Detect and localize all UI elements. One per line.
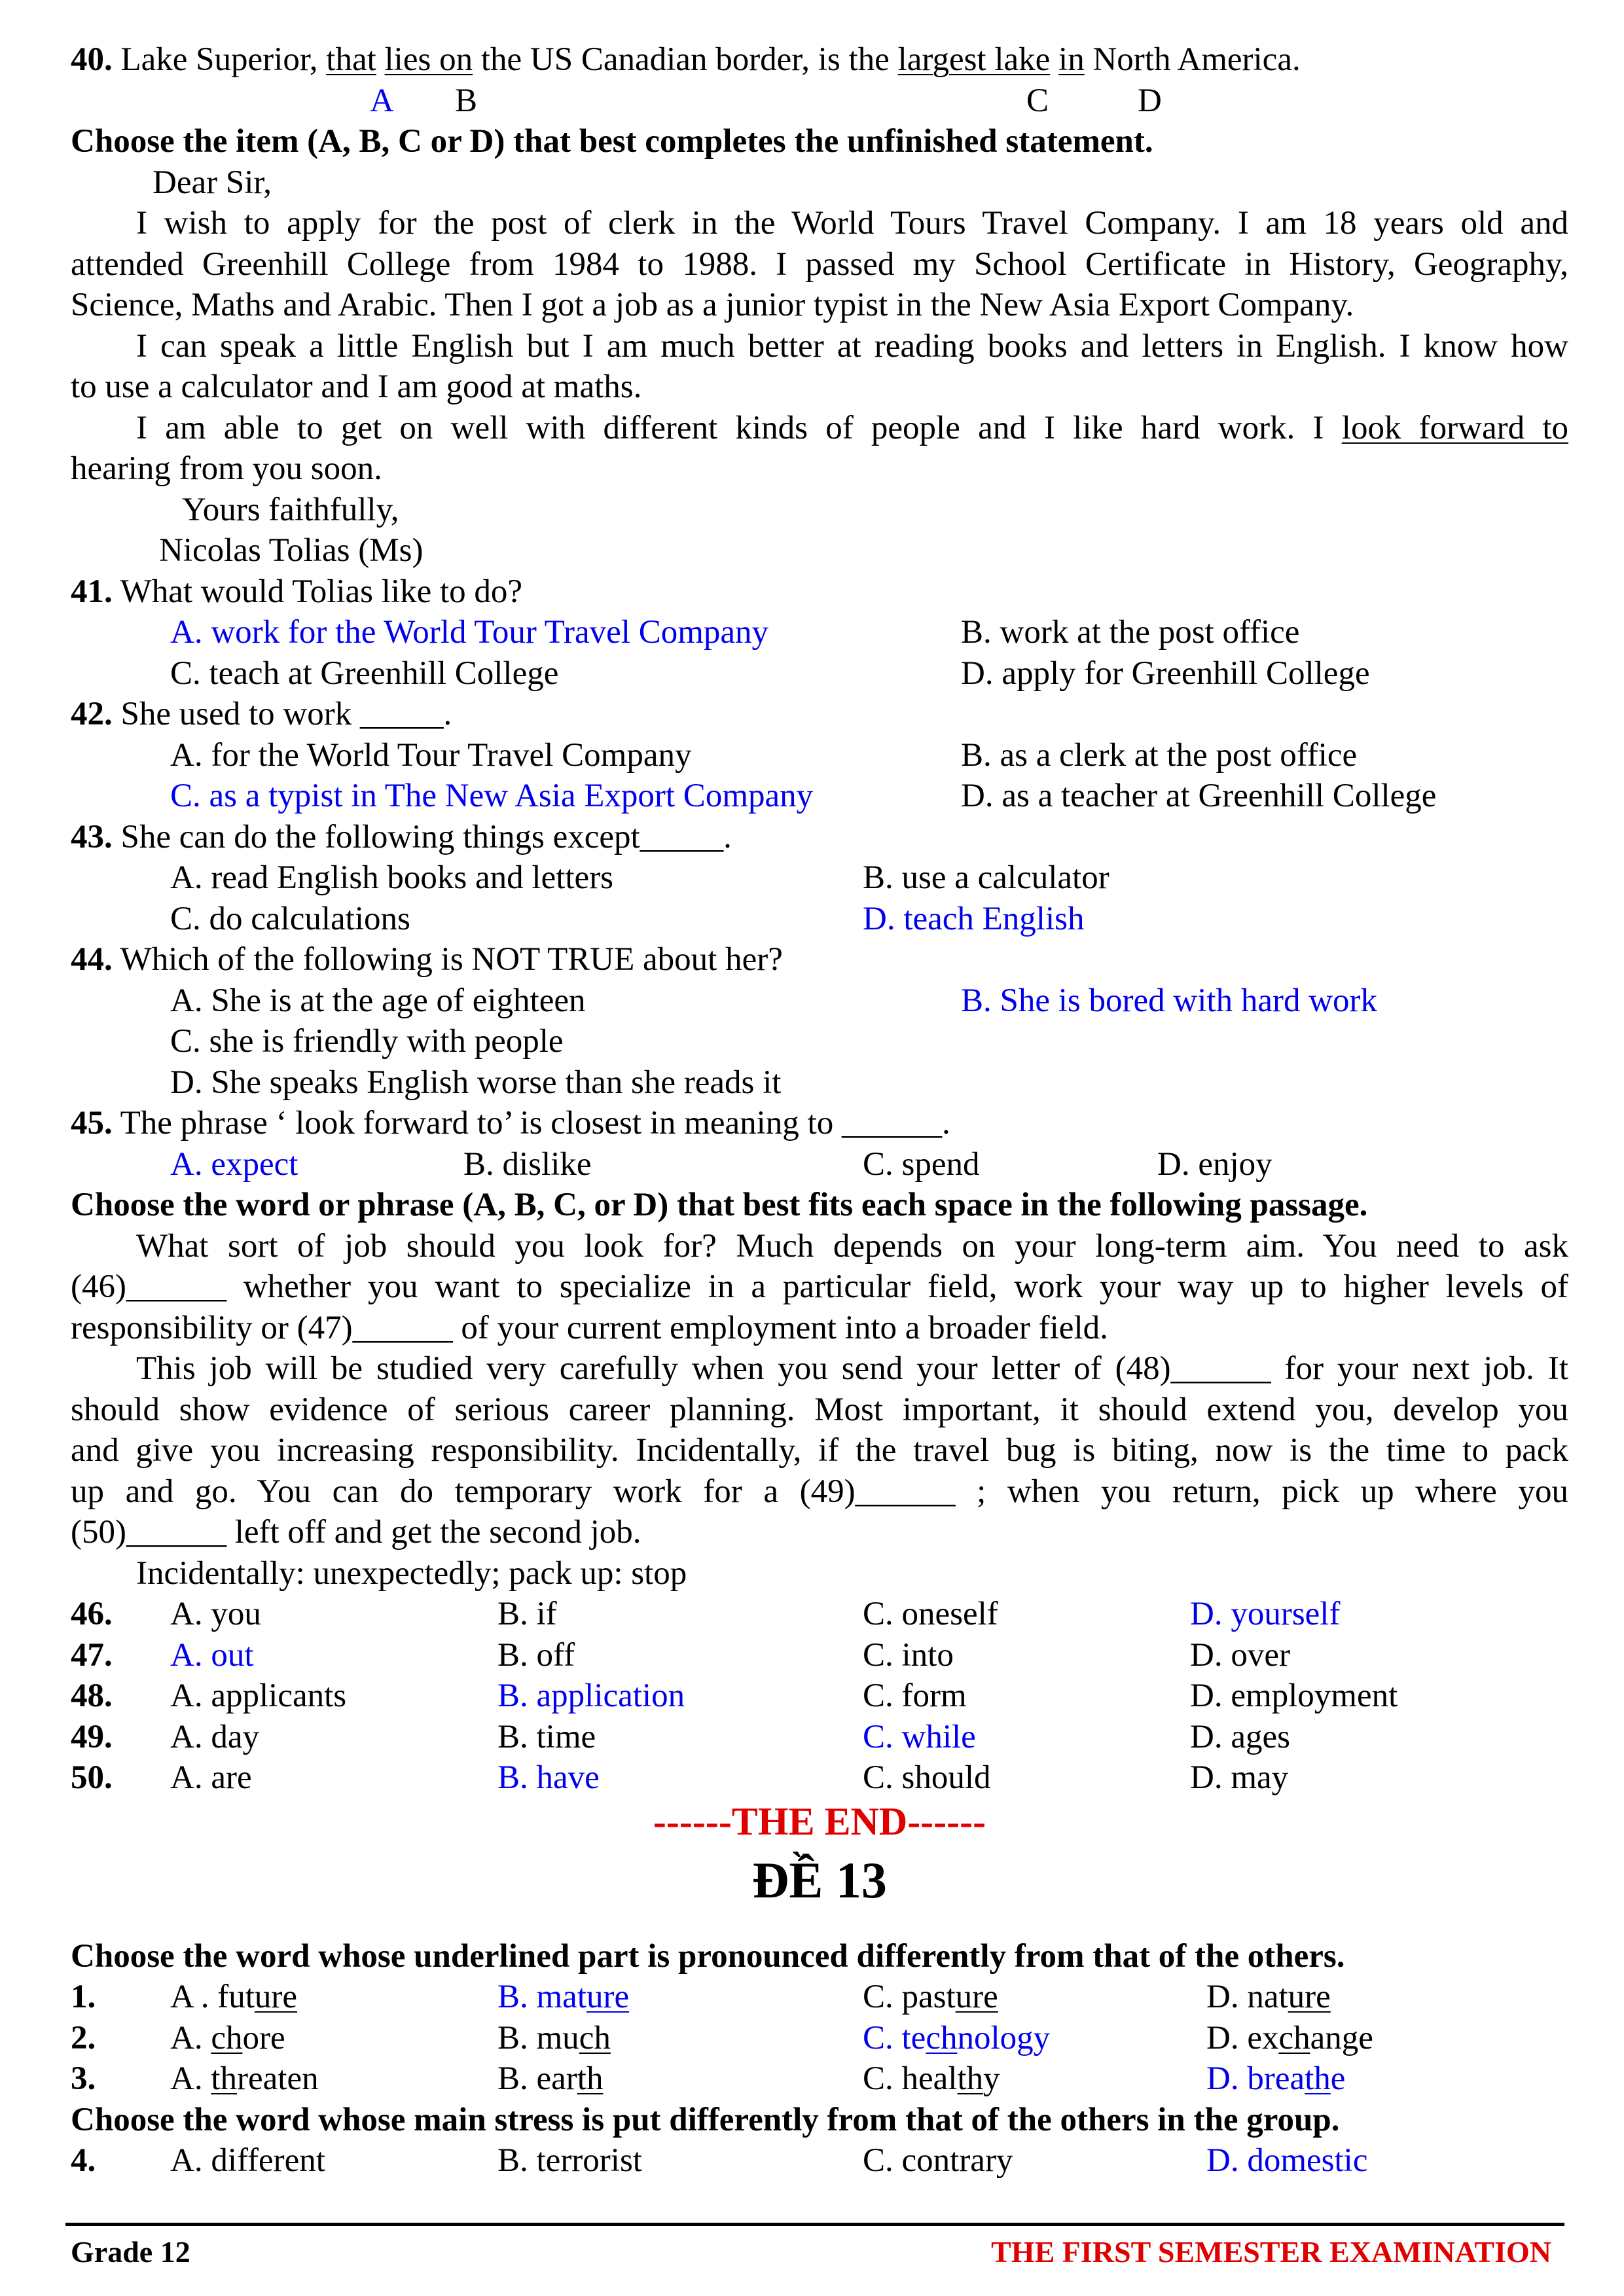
the-end-marker: ------THE END------ — [653, 1799, 986, 1843]
option-a — [170, 1977, 297, 2018]
question-number: 44. — [71, 941, 113, 978]
question-43 — [71, 817, 1568, 858]
underlined-part: ure — [586, 1979, 630, 2015]
option-d-answer: D. teach English — [863, 900, 1085, 937]
option-text: y — [983, 2060, 1000, 2097]
question-number: 50. — [71, 1759, 113, 1796]
question-text: North America. — [1084, 41, 1301, 78]
underlined-part: ure — [254, 1979, 298, 2015]
option-c: C. into — [863, 1636, 954, 1674]
letter-closing: Yours faithfully, — [182, 491, 399, 528]
option-text: D. ex — [1206, 2019, 1279, 2056]
option-a: A. are — [170, 1759, 252, 1796]
underlined-option-c: largest lake — [897, 41, 1051, 78]
option-a-answer: A. expect — [170, 1145, 298, 1183]
option-c-answer — [863, 2018, 1050, 2059]
question-number: 40. — [71, 41, 113, 78]
letter-line: hearing from you soon. — [71, 450, 382, 487]
question-text — [376, 41, 385, 78]
section-instruction: Choose the word whose main stress is put differently from that of the others in the group. — [71, 2101, 1340, 2138]
letter-line — [71, 408, 1568, 449]
test-title: ĐỀ 13 — [752, 1851, 887, 1909]
question-text — [1050, 41, 1058, 78]
option-text: B. mu — [497, 2019, 579, 2056]
option-d-answer — [1206, 2058, 1345, 2100]
letter-line: I wish to apply for the post of clerk in the World Tours Travel Company. I am 18 years old and — [136, 205, 1568, 242]
option-d: D. She speaks English worse than she reads it — [170, 1064, 782, 1101]
question-4 — [71, 2140, 1568, 2181]
option-c: C. form — [863, 1677, 967, 1714]
letter-salutation: Dear Sir, — [153, 164, 272, 201]
options-row — [71, 653, 1568, 694]
letter-signature: Nicolas Tolias (Ms) — [159, 532, 424, 569]
underlined-part: ure — [1288, 1979, 1331, 2015]
option-c: C. teach at Greenhill College — [170, 655, 559, 692]
option-b: B. off — [497, 1636, 575, 1674]
exam-page — [71, 39, 1568, 2181]
question-number: 45. — [71, 1105, 113, 1141]
option-d: D. ages — [1190, 1718, 1290, 1755]
passage-line: (46)______ whether you want to specialize in a particular field, work your way up to higher levels of — [71, 1268, 1568, 1305]
option-b: B. work at the post office — [961, 614, 1300, 651]
underlined-part: ure — [955, 1979, 998, 2015]
question-40-letters — [71, 81, 1568, 122]
underlined-option-d: in — [1058, 41, 1085, 78]
option-b — [497, 2058, 603, 2100]
option-c: C. contrary — [863, 2142, 1013, 2179]
question-number: 41. — [71, 573, 113, 610]
letter-line: I can speak a little English but I am much better at reading books and letters in English. I know how — [136, 327, 1568, 365]
passage-line: up and go. You can do temporary work for a (49)______ ; when you return, pick up where you — [71, 1473, 1568, 1510]
option-d: D. over — [1190, 1636, 1290, 1674]
question-number: 49. — [71, 1718, 113, 1755]
option-text: A . fut — [170, 1979, 255, 2015]
option-c: C. spend — [863, 1145, 980, 1183]
question-44 — [71, 939, 1568, 980]
question-46 — [71, 1594, 1568, 1635]
option-d: D. apply for Greenhill College — [961, 655, 1370, 692]
option-d — [1206, 2018, 1373, 2059]
passage-line: This job will be studied very carefully when you send your letter of (48)______ for your next job. It — [136, 1350, 1568, 1387]
letter-a-answer: A — [370, 82, 394, 119]
underlined-part: ch — [579, 2019, 611, 2056]
option-c: C. do calculations — [170, 900, 410, 937]
option-b-answer: B. have — [497, 1759, 600, 1796]
question-stem: The phrase ‘ look forward to’ is closest in meaning to ______. — [120, 1105, 950, 1141]
options-row — [71, 980, 1568, 1022]
question-48 — [71, 1676, 1568, 1717]
question-number: 2. — [71, 2019, 96, 2056]
option-text: nology — [957, 2019, 1051, 2056]
option-c — [863, 2058, 1000, 2100]
option-d-answer: D. yourself — [1190, 1596, 1341, 1632]
option-text: B. ear — [497, 2060, 577, 2097]
question-stem: What would Tolias like to do? — [120, 573, 523, 610]
option-c: C. oneself — [863, 1596, 998, 1632]
question-number: 1. — [71, 1979, 96, 2015]
option-text: ange — [1310, 2019, 1373, 2056]
letter-text: I am able to get on well with different kinds of people and I like hard work. I — [136, 409, 1324, 446]
option-b-answer — [497, 1977, 629, 2018]
footer-grade: Grade 12 — [71, 2235, 190, 2269]
option-b: B. terrorist — [497, 2142, 642, 2179]
question-number: 47. — [71, 1636, 113, 1674]
options-row — [71, 1062, 1568, 1103]
option-d — [1206, 1977, 1331, 2018]
underlined-option-a: that — [326, 41, 376, 78]
underlined-part: ch — [211, 2019, 243, 2056]
option-text: C. heal — [863, 2060, 958, 2097]
option-a — [170, 2018, 285, 2059]
option-c-answer: C. while — [863, 1718, 976, 1755]
question-number: 48. — [71, 1677, 113, 1714]
section-instruction: Choose the word or phrase (A, B, C, or D) that best fits each space in the following passage. — [71, 1187, 1368, 1223]
option-b-answer: B. application — [497, 1677, 685, 1714]
question-number: 43. — [71, 818, 113, 855]
options-row — [71, 1144, 1568, 1185]
option-a: A. applicants — [170, 1677, 347, 1714]
question-49 — [71, 1717, 1568, 1758]
options-row — [71, 899, 1568, 940]
option-text: ore — [242, 2019, 285, 2056]
question-number: 4. — [71, 2142, 96, 2179]
option-b: B. as a clerk at the post office — [961, 736, 1358, 774]
option-a: A. She is at the age of eighteen — [170, 982, 586, 1019]
underlined-part: th — [1305, 2060, 1331, 2097]
option-d: D. enjoy — [1157, 1145, 1272, 1183]
option-text: C. past — [863, 1979, 956, 2015]
underlined-part: th — [577, 2060, 604, 2097]
passage-line: and give you increasing responsibility. Incidentally, if the travel bug is biting, now is the time to pack — [71, 1432, 1568, 1469]
question-50 — [71, 1757, 1568, 1799]
option-a-answer: A. work for the World Tour Travel Company — [170, 614, 769, 651]
option-b: B. dislike — [463, 1145, 592, 1183]
underlined-part: ch — [926, 2019, 958, 2056]
option-a: A. for the World Tour Travel Company — [170, 736, 692, 774]
option-text: A. — [170, 2019, 211, 2056]
question-40 — [71, 39, 1568, 81]
letter-d: D — [1138, 82, 1162, 119]
underlined-option-b: lies on — [384, 41, 473, 78]
letter-c: C — [1026, 82, 1049, 119]
option-a-answer: A. out — [170, 1636, 254, 1674]
option-a: A. read English books and letters — [170, 859, 614, 896]
option-text: reaten — [237, 2060, 319, 2097]
option-c-answer: C. as a typist in The New Asia Export Company — [170, 778, 814, 814]
question-1 — [71, 1977, 1568, 2018]
question-number: 3. — [71, 2060, 96, 2097]
option-c: C. she is friendly with people — [170, 1023, 564, 1060]
question-41 — [71, 571, 1568, 613]
option-b: B. use a calculator — [863, 859, 1110, 896]
options-row — [71, 857, 1568, 899]
options-row — [71, 776, 1568, 817]
question-stem: Which of the following is NOT TRUE about her? — [120, 941, 783, 978]
question-text: Lake Superior, — [120, 41, 327, 78]
question-47 — [71, 1635, 1568, 1676]
option-a: A. different — [170, 2142, 325, 2179]
letter-line: attended Greenhill College from 1984 to 1988. I passed my School Certificate in History, Geography, — [71, 245, 1568, 283]
question-45 — [71, 1103, 1568, 1144]
option-text: C. te — [863, 2019, 926, 2056]
option-text: B. mat — [497, 1979, 586, 2015]
option-d-answer: D. domestic — [1206, 2142, 1368, 2179]
option-a: A. day — [170, 1718, 259, 1755]
passage-line: should show evidence of serious career planning. Most important, it should extend you, develop you — [71, 1391, 1568, 1428]
section-instruction: Choose the word whose underlined part is pronounced differently from that of the others. — [71, 1937, 1345, 1975]
options-row — [71, 735, 1568, 776]
letter-line: to use a calculator and I am good at maths. — [71, 368, 642, 405]
options-row — [71, 1021, 1568, 1062]
question-number: 46. — [71, 1596, 113, 1632]
option-text: D. nat — [1206, 1979, 1288, 2015]
passage-line: responsibility or (47)______ of your current employment into a broader field. — [71, 1309, 1108, 1346]
passage-line: What sort of job should you look for? Much depends on your long-term aim. You need to ask — [136, 1227, 1568, 1265]
option-d: D. may — [1190, 1759, 1289, 1796]
letter-b: B — [455, 82, 478, 119]
underlined-part: th — [211, 2060, 238, 2097]
question-2 — [71, 2018, 1568, 2059]
underlined-part: th — [957, 2060, 984, 2097]
passage-line: (50)______ left off and get the second job. — [71, 1514, 641, 1551]
option-b-answer: B. She is bored with hard work — [961, 982, 1378, 1019]
question-number: 42. — [71, 696, 113, 732]
option-a — [170, 2058, 319, 2100]
underlined-part: ch — [1278, 2019, 1310, 2056]
option-text: D. brea — [1206, 2060, 1305, 2097]
question-42 — [71, 694, 1568, 735]
option-b — [497, 2018, 611, 2059]
question-text: the US Canadian border, is the — [473, 41, 898, 78]
underlined-phrase: look forward to — [1341, 409, 1568, 446]
section-instruction: Choose the item (A, B, C or D) that best completes the unfinished statement. — [71, 123, 1153, 160]
option-b: B. if — [497, 1596, 557, 1632]
option-b: B. time — [497, 1718, 596, 1755]
footer-exam-title: THE FIRST SEMESTER EXAMINATION — [991, 2235, 1551, 2269]
option-d: D. as a teacher at Greenhill College — [961, 778, 1437, 814]
footer-divider — [65, 2223, 1564, 2226]
question-3 — [71, 2058, 1568, 2100]
option-text: A. — [170, 2060, 211, 2097]
passage-note: Incidentally: unexpectedly; pack up: stop — [136, 1554, 687, 1592]
question-stem: She used to work _____. — [120, 696, 452, 732]
option-text: e — [1330, 2060, 1346, 2097]
option-d: D. employment — [1190, 1677, 1398, 1714]
question-stem: She can do the following things except_____. — [120, 818, 732, 855]
option-c: C. should — [863, 1759, 991, 1796]
letter-line: Science, Maths and Arabic. Then I got a job as a junior typist in the New Asia Export Company. — [71, 287, 1354, 323]
option-a: A. you — [170, 1596, 261, 1632]
option-c — [863, 1977, 998, 2018]
options-row — [71, 612, 1568, 653]
